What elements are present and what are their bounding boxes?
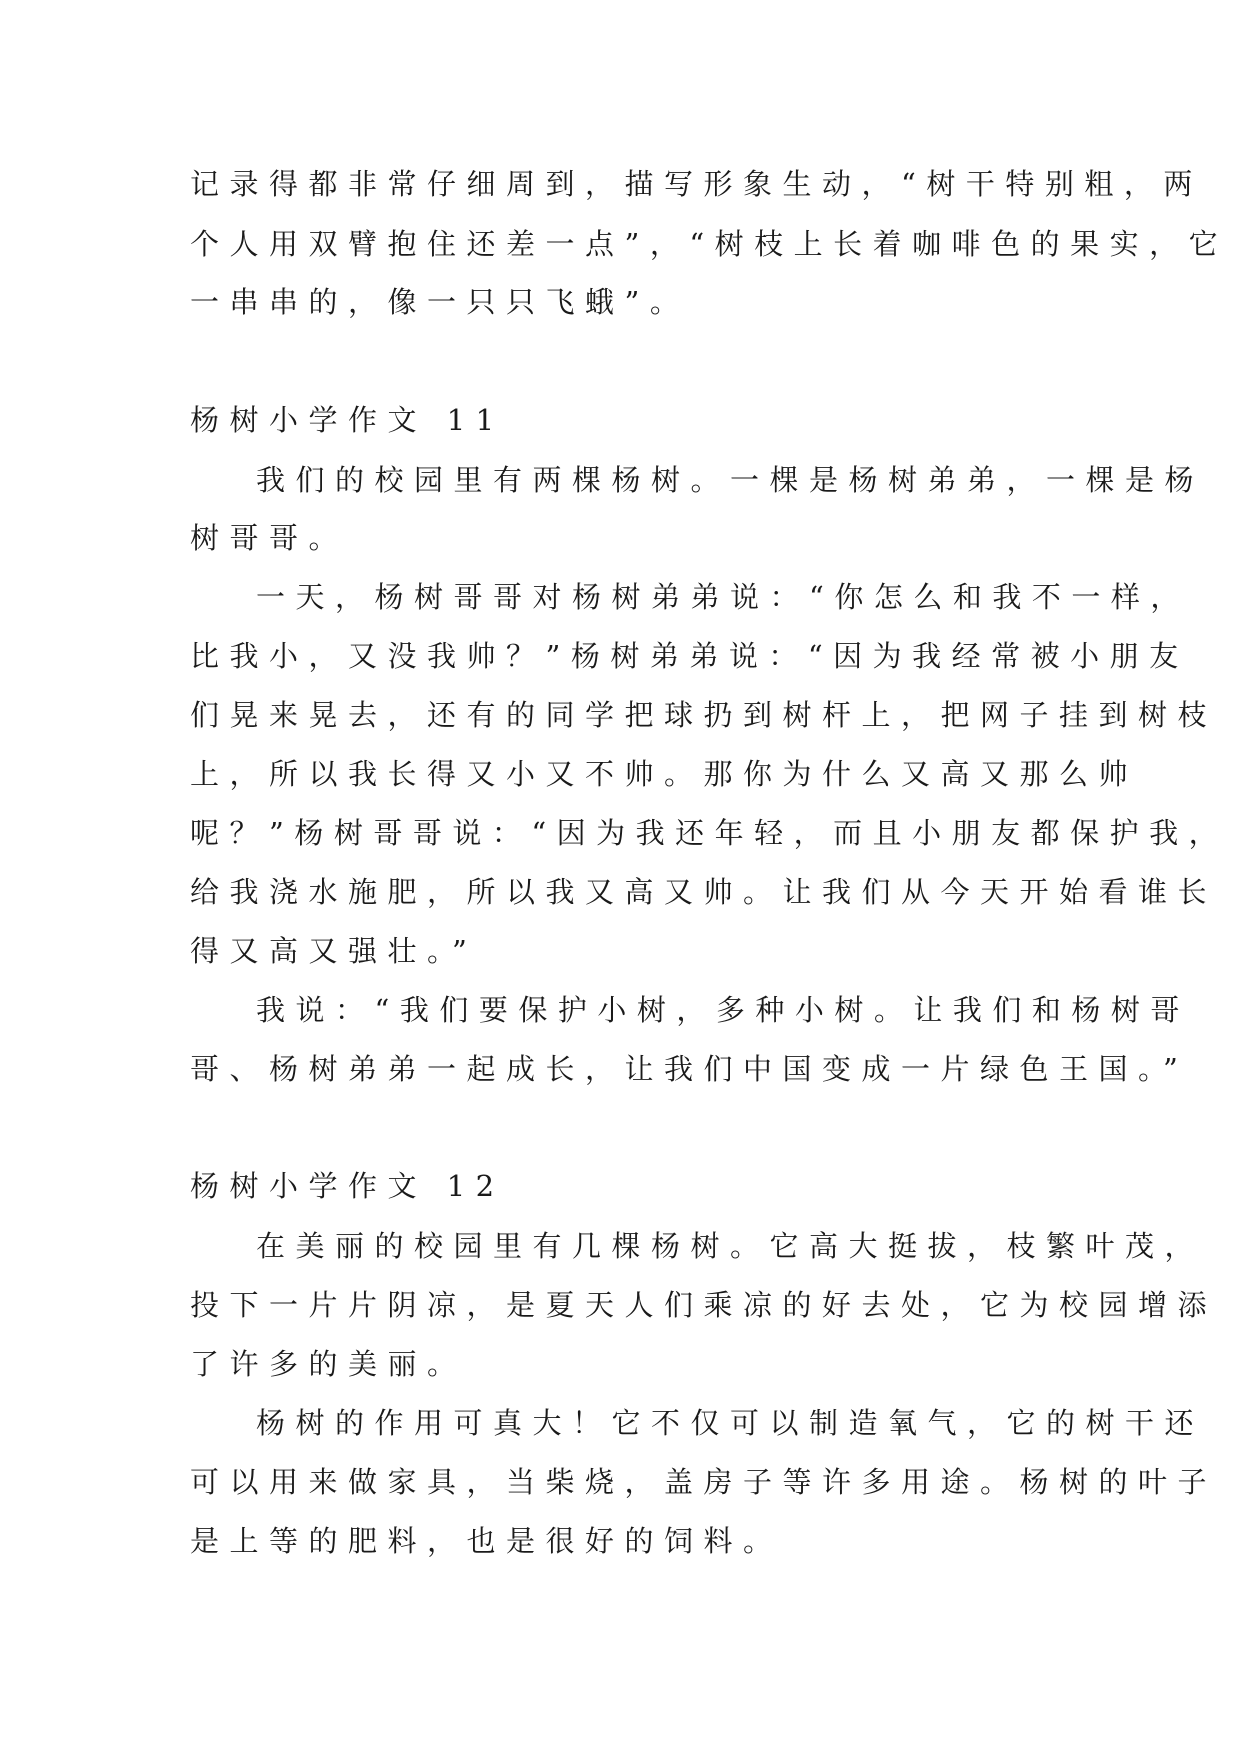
paragraph-line: 了许多的美丽。 [190,1347,467,1381]
paragraph-line: 呢？”杨树哥哥说：“因为我还年轻，而且小朋友都保护我， [190,816,1229,850]
paragraph-line: 投下一片片阴凉，是夏天人们乘凉的好去处，它为校园增添 [190,1288,1218,1322]
paragraph-line: 我们的校园里有两棵杨树。一棵是杨树弟弟，一棵是杨 [256,463,1205,497]
paragraph-line: 们晃来晃去，还有的同学把球扔到树杆上，把网子挂到树枝 [190,698,1218,732]
paragraph-line: 比我小，又没我帅？”杨树弟弟说：“因为我经常被小朋友 [190,639,1189,673]
paragraph-line: 记录得都非常仔细周到，描写形象生动，“树干特别粗，两 [190,167,1203,201]
paragraph-line: 个人用双臂抱住还差一点”，“树枝上长着咖啡色的果实，它 [190,227,1229,261]
paragraph-line: 给我浇水施肥，所以我又高又帅。让我们从今天开始看谁长 [190,875,1218,909]
paragraph-line: 上，所以我长得又小又不帅。那你为什么又高又那么帅 [190,757,1139,791]
paragraph-line: 得又高又强壮。” [190,934,478,968]
paragraph-line: 我说：“我们要保护小树，多种小树。让我们和杨树哥 [256,993,1190,1027]
paragraph-line: 杨树的作用可真大！它不仅可以制造氧气，它的树干还 [256,1406,1205,1440]
section-heading: 杨树小学作文 12 [190,1169,505,1203]
paragraph-line: 可以用来做家具，当柴烧，盖房子等许多用途。杨树的叶子 [190,1465,1218,1499]
paragraph-line: 树哥哥。 [190,521,349,555]
paragraph-line: 哥、杨树弟弟一起成长，让我们中国变成一片绿色王国。” [190,1052,1189,1086]
paragraph-line: 一天，杨树哥哥对杨树弟弟说：“你怎么和我不一样， [256,580,1190,614]
paragraph-line: 是上等的肥料，也是很好的饲料。 [190,1524,783,1558]
paragraph-line: 在美丽的校园里有几棵杨树。它高大挺拔，枝繁叶茂， [256,1229,1205,1263]
paragraph-line: 一串串的，像一只只飞蛾”。 [190,285,690,319]
section-heading: 杨树小学作文 11 [190,403,505,437]
